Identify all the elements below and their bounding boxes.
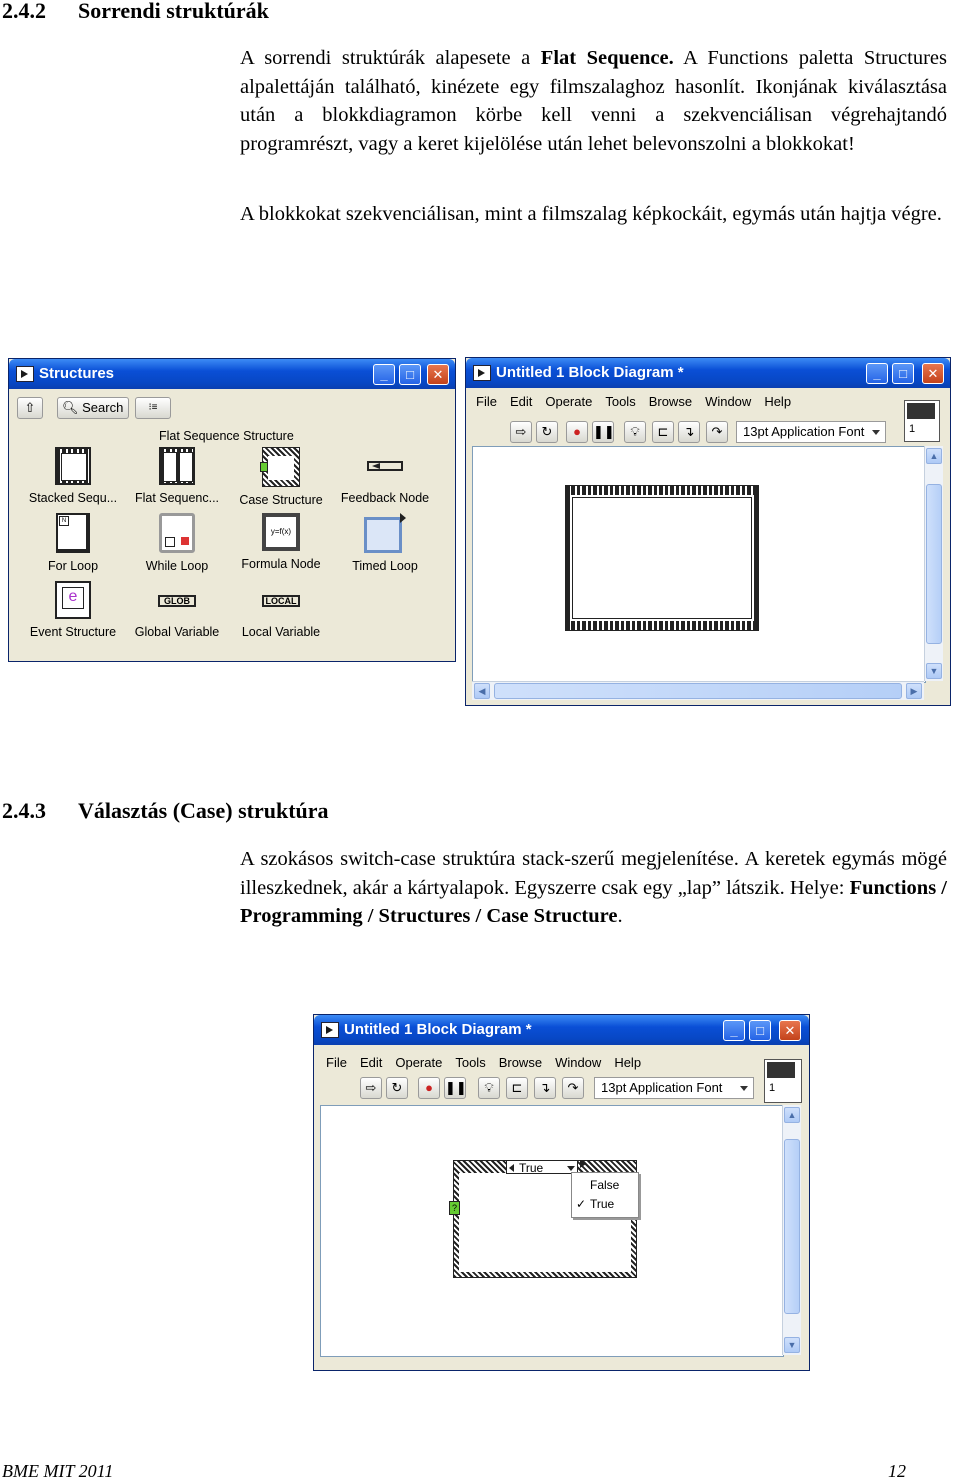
timed-loop-icon	[364, 513, 406, 553]
labview-app-icon	[16, 366, 34, 382]
for-loop-icon: N	[56, 513, 90, 553]
maximize-button[interactable]: □	[749, 1020, 771, 1041]
decrement-arrow-icon[interactable]	[509, 1164, 514, 1172]
block-diagram-window-2	[313, 1014, 810, 1371]
palette-item-flat-sequence[interactable]: Flat Sequenc...	[127, 447, 227, 505]
labview-app-icon	[473, 365, 491, 381]
menu-window[interactable]: Window	[555, 1055, 602, 1070]
palette-item-for-loop[interactable]: N For Loop	[23, 513, 123, 573]
menu-edit[interactable]: Edit	[509, 394, 533, 409]
case-selector-label[interactable]: True	[506, 1160, 578, 1174]
palette-item-feedback-node[interactable]: Feedback Node	[335, 447, 435, 505]
menu-tools[interactable]: Tools	[605, 394, 636, 409]
palette-item-local-variable[interactable]: LOCAL Local Variable	[231, 581, 331, 639]
case-option-false[interactable]: False	[590, 1178, 620, 1192]
palette-item-stacked-sequence[interactable]: Stacked Sequ...	[23, 447, 123, 505]
view-options-icon[interactable]: ⁝≡	[135, 397, 171, 419]
event-structure-icon: e	[55, 581, 91, 619]
connector-pane-icon	[907, 403, 935, 419]
scroll-down-icon[interactable]: ▼	[926, 663, 942, 679]
pause-icon[interactable]: ❚❚	[444, 1077, 466, 1099]
flat-sequence-frame[interactable]	[565, 485, 759, 631]
search-icon: 🔍︎	[62, 400, 79, 415]
palette-title: Structures	[39, 365, 115, 382]
highlight-execution-icon[interactable]: 💡︎	[478, 1077, 500, 1099]
palette-titlebar[interactable]	[9, 359, 455, 389]
scroll-up-icon[interactable]: ▲	[784, 1107, 800, 1123]
retain-wire-values-icon[interactable]: ⊏	[652, 421, 674, 443]
hover-tip-label: Flat Sequence Structure	[159, 429, 294, 443]
bd2-title: Untitled 1 Block Diagram *	[344, 1021, 532, 1038]
scroll-up-icon[interactable]: ▲	[926, 448, 942, 464]
maximize-button[interactable]: □	[892, 363, 914, 384]
menu-help[interactable]: Help	[614, 1055, 642, 1070]
paragraph-3: A szokásos switch-case struktúra stack-szerű megjelenítése. A keretek egymás mögé illeszkednek, akár a kártyalapok. Egyszerre csak egy „lap” látszik. Helye: Functions / Programming / Structures / Case Structure.	[240, 848, 948, 928]
minimize-button[interactable]: _	[866, 363, 888, 384]
maximize-button[interactable]: □	[399, 364, 421, 385]
close-button[interactable]: ✕	[427, 364, 449, 385]
palette-item-event-structure[interactable]: e Event Structure	[23, 581, 123, 639]
step-into-icon[interactable]: ↴	[678, 421, 700, 443]
footer-left: BME MIT 2011	[2, 1461, 114, 1481]
minimize-button[interactable]: _	[373, 364, 395, 385]
step-over-icon[interactable]: ↷	[706, 421, 728, 443]
paragraph-2: A blokkokat szekvenciálisan, mint a filmszalag képkockáit, egymás után hajtja végre.	[240, 203, 942, 225]
font-selector[interactable]: 13pt Application Font	[736, 421, 886, 443]
scroll-right-icon[interactable]: ▶	[906, 683, 922, 699]
font-selector[interactable]: 13pt Application Font	[594, 1077, 754, 1099]
menu-file[interactable]: File	[476, 394, 497, 409]
case-dropdown-menu	[571, 1172, 639, 1218]
flat-sequence-term: Flat Sequence.	[540, 47, 674, 69]
pause-icon[interactable]: ❚❚	[592, 421, 614, 443]
run-continuously-icon[interactable]: ↻	[536, 421, 558, 443]
menu-file[interactable]: File	[326, 1055, 347, 1070]
up-arrow-icon[interactable]: ⇧	[17, 397, 43, 419]
run-arrow-icon[interactable]: ⇨	[360, 1077, 382, 1099]
bd1-menubar	[476, 394, 804, 409]
palette-item-global-variable[interactable]: GLOB Global Variable	[127, 581, 227, 639]
section-number: 2.4.2	[2, 0, 46, 23]
step-into-icon[interactable]: ↴	[534, 1077, 556, 1099]
abort-icon[interactable]: ●	[566, 421, 588, 443]
local-variable-icon: LOCAL	[262, 581, 300, 619]
section-heading-2-4-2	[2, 0, 269, 24]
palette-item-formula-node[interactable]: y=f(x) Formula Node	[231, 513, 331, 571]
scroll-thumb[interactable]	[784, 1139, 800, 1314]
menu-window[interactable]: Window	[705, 394, 752, 409]
run-continuously-icon[interactable]: ↻	[386, 1077, 408, 1099]
bd1-titlebar[interactable]	[466, 358, 950, 388]
palette-item-timed-loop[interactable]: Timed Loop	[335, 513, 435, 573]
stacked-sequence-icon	[55, 447, 91, 485]
vi-icon[interactable]: 1	[764, 1059, 802, 1103]
palette-item-case-structure[interactable]: Case Structure	[231, 447, 331, 507]
connector-pane-icon	[767, 1062, 795, 1078]
minimize-button[interactable]: _	[723, 1020, 745, 1041]
scroll-thumb[interactable]	[494, 683, 902, 699]
structures-palette-window	[8, 358, 456, 662]
bd2-menubar	[326, 1055, 654, 1070]
scroll-down-icon[interactable]: ▼	[784, 1337, 800, 1353]
case-option-true[interactable]: True	[590, 1197, 615, 1211]
paragraph-1: A sorrendi struktúrák alapesete a Flat Sequence. A Functions paletta Structures alpalettáján található, kinézete egy filmszalaghoz hasonlít. Ikonjának kiválasztása után a blokkdiagramon körbe kell venni a szekvenciálisan végrehajtandó programrészt, vagy a keret kijelölése után lehet belevonszolni a blokkokat!	[240, 47, 948, 155]
search-button[interactable]: 🔍︎ Search	[57, 397, 129, 419]
section-number: 2.4.3	[2, 798, 46, 823]
section-title: Választás (Case) struktúra	[78, 798, 329, 823]
palette-item-while-loop[interactable]: While Loop	[127, 513, 227, 573]
scroll-thumb[interactable]	[926, 484, 942, 644]
highlight-execution-icon[interactable]: 💡︎	[624, 421, 646, 443]
while-loop-icon	[159, 513, 195, 553]
labview-app-icon	[321, 1022, 339, 1038]
run-arrow-icon[interactable]: ⇨	[510, 421, 532, 443]
dropdown-arrow-icon[interactable]	[567, 1166, 575, 1171]
menu-help[interactable]: Help	[764, 394, 792, 409]
bd2-titlebar[interactable]	[314, 1015, 809, 1045]
bd2-vertical-scrollbar[interactable]	[782, 1105, 801, 1355]
vi-icon[interactable]: 1	[904, 400, 940, 442]
checkmark-icon: ✓	[576, 1197, 587, 1211]
case-structure-icon	[262, 447, 300, 487]
case-structure-path: Functions / Programming / Structures / Case Structure	[240, 876, 948, 928]
block-diagram-window-1	[465, 357, 951, 706]
menu-operate[interactable]: Operate	[545, 394, 593, 409]
abort-icon[interactable]: ●	[418, 1077, 440, 1099]
bd2-canvas[interactable]	[320, 1105, 784, 1357]
menu-tools[interactable]: Tools	[455, 1055, 486, 1070]
section-title: Sorrendi struktúrák	[78, 0, 269, 23]
retain-wire-values-icon[interactable]: ⊏	[506, 1077, 528, 1099]
section-heading-2-4-3	[2, 798, 329, 824]
page-number: 12	[888, 1461, 906, 1481]
menu-browse[interactable]: Browse	[498, 1055, 543, 1070]
menu-operate[interactable]: Operate	[395, 1055, 443, 1070]
step-over-icon[interactable]: ↷	[562, 1077, 584, 1099]
increment-arrow-icon[interactable]	[580, 1160, 586, 1168]
scroll-left-icon[interactable]: ◀	[474, 683, 490, 699]
bd1-canvas[interactable]	[472, 446, 926, 683]
close-button[interactable]: ✕	[779, 1020, 801, 1041]
flat-sequence-icon	[159, 447, 195, 485]
feedback-node-icon	[367, 447, 403, 485]
close-button[interactable]: ✕	[922, 363, 944, 384]
formula-node-icon: y=f(x)	[262, 513, 300, 551]
bd1-vertical-scrollbar[interactable]	[924, 446, 943, 681]
case-selector-terminal-icon[interactable]: ?	[449, 1201, 460, 1215]
bd1-title: Untitled 1 Block Diagram *	[496, 364, 684, 381]
bd1-horizontal-scrollbar[interactable]	[472, 681, 924, 700]
global-variable-icon: GLOB	[158, 581, 196, 619]
menu-edit[interactable]: Edit	[359, 1055, 383, 1070]
menu-browse[interactable]: Browse	[648, 394, 693, 409]
